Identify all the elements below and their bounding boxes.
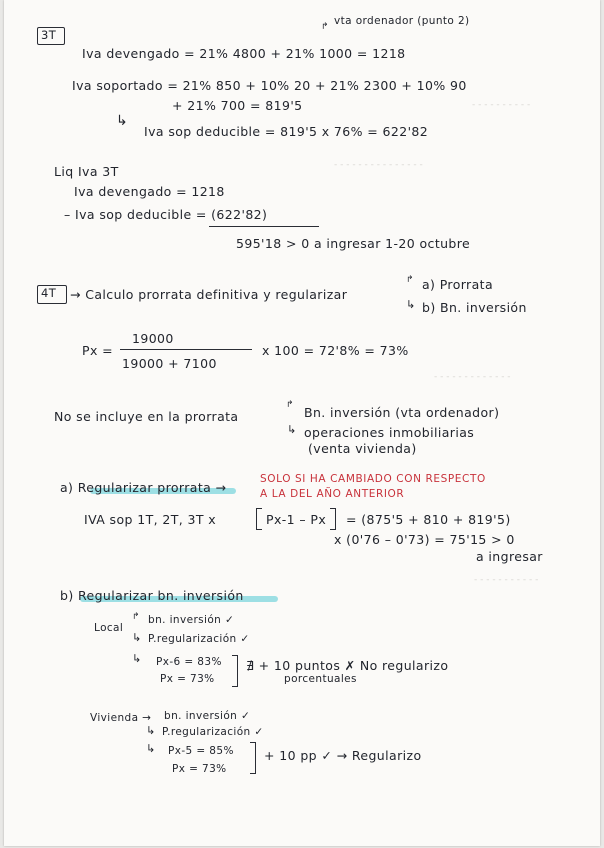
vivienda-item-1: bn. inversión ✓ — [164, 710, 251, 722]
notebook-page — [4, 0, 600, 846]
vivienda-label: Vivienda → — [90, 712, 152, 724]
red-note-line-2: A LA DEL AÑO ANTERIOR — [260, 488, 405, 500]
px-label: Px = — [82, 343, 113, 358]
excluded-item-3: (venta vivienda) — [308, 441, 417, 456]
vivienda-result: + 10 pp ✓ → Regularizo — [264, 748, 422, 763]
arrow-icon: ↳ — [406, 298, 416, 311]
local-item-1: bn. inversión ✓ — [148, 614, 235, 626]
sale-note: vta ordenador (punto 2) — [334, 15, 470, 27]
option-b: b) Bn. inversión — [422, 300, 527, 315]
iva-devengado-line: Iva devengado = 21% 4800 + 21% 1000 = 1218 — [82, 46, 406, 61]
fraction-line — [120, 349, 252, 350]
liq-result: 595'18 > 0 a ingresar 1-20 octubre — [236, 236, 471, 251]
local-result-line-2: porcentuales — [284, 673, 357, 685]
section-tag-3t: 3T — [41, 28, 57, 42]
arrow-icon: ↳ — [287, 423, 297, 436]
bleed-through-text: - - - - - - - - - - - - - — [434, 372, 511, 382]
arrow-icon: ↳ — [132, 652, 142, 665]
arrow-icon: ↳ — [116, 113, 129, 129]
px-denominator: 19000 + 7100 — [122, 356, 217, 371]
prorrata-intro: → Calculo prorrata definitiva y regularizar — [70, 287, 348, 302]
local-item-2: P.regularización ✓ — [148, 633, 250, 645]
excluded-item-2: operaciones inmobiliarias — [304, 425, 475, 440]
iva-soportado-line-2: + 21% 700 = 819'5 — [172, 98, 303, 113]
section-tag-4t: 4T — [41, 286, 57, 300]
prorrata-formula-bracket: Px-1 – Px — [266, 512, 327, 527]
liq-devengado: Iva devengado = 1218 — [74, 184, 225, 199]
vivienda-px-current: Px = 73% — [172, 763, 227, 775]
regularizar-prorrata-title: a) Regularizar prorrata → — [60, 480, 227, 495]
prorrata-formula-left: IVA sop 1T, 2T, 3T x — [84, 512, 217, 527]
arrow-icon: ↳ — [132, 631, 142, 644]
prorrata-formula-line-2: x (0'76 – 0'73) = 75'15 > 0 — [334, 532, 515, 547]
vivienda-px-prev: Px-5 = 85% — [168, 745, 234, 757]
bracket-right — [250, 742, 256, 774]
arrow-icon: ↳ — [146, 742, 156, 755]
px-numerator: 19000 — [132, 331, 174, 346]
prorrata-formula-line-3: a ingresar — [476, 549, 543, 564]
vivienda-item-2: P.regularización ✓ — [162, 726, 264, 738]
bracket-right — [232, 655, 238, 687]
prorrata-formula-right: = (875'5 + 810 + 819'5) — [346, 512, 511, 527]
local-px-current: Px = 73% — [160, 673, 215, 685]
bleed-through-text: - - - - - - - - - - — [472, 100, 531, 110]
arrow-icon: ↱ — [406, 275, 414, 285]
option-a: a) Prorrata — [422, 277, 494, 292]
bleed-through-text: - - - - - - - - - - - — [474, 575, 539, 585]
px-result: x 100 = 72'8% = 73% — [262, 343, 409, 358]
arrow-icon: ↳ — [146, 724, 156, 737]
no-incluye-label: No se incluye en la prorrata — [54, 409, 239, 424]
bracket-left — [256, 508, 262, 530]
arrow-icon: ↱ — [321, 22, 329, 32]
local-px-prev: Px-6 = 83% — [156, 656, 222, 668]
sum-line — [209, 226, 319, 227]
arrow-icon: ↱ — [132, 612, 140, 622]
iva-sop-deducible-line: Iva sop deducible = 819'5 x 76% = 622'82 — [144, 124, 429, 139]
local-result: ∄ + 10 puntos ✗ No regularizo — [246, 658, 449, 673]
bracket-right — [330, 508, 336, 530]
liq-title: Liq Iva 3T — [54, 164, 119, 179]
liq-soportado: – Iva sop deducible = (622'82) — [64, 207, 268, 222]
arrow-icon: ↱ — [286, 400, 294, 410]
red-note-line-1: SOLO SI HA CAMBIADO CON RESPECTO — [260, 473, 486, 485]
local-label: Local — [94, 622, 124, 634]
bleed-through-text: - - - - - - - - - - - - - - - — [334, 160, 423, 170]
excluded-item-1: Bn. inversión (vta ordenador) — [304, 405, 500, 420]
regularizar-inversion-title: b) Regularizar bn. inversión — [60, 588, 244, 603]
iva-soportado-line-1: Iva soportado = 21% 850 + 10% 20 + 21% 2300 + 10% 90 — [72, 78, 467, 93]
